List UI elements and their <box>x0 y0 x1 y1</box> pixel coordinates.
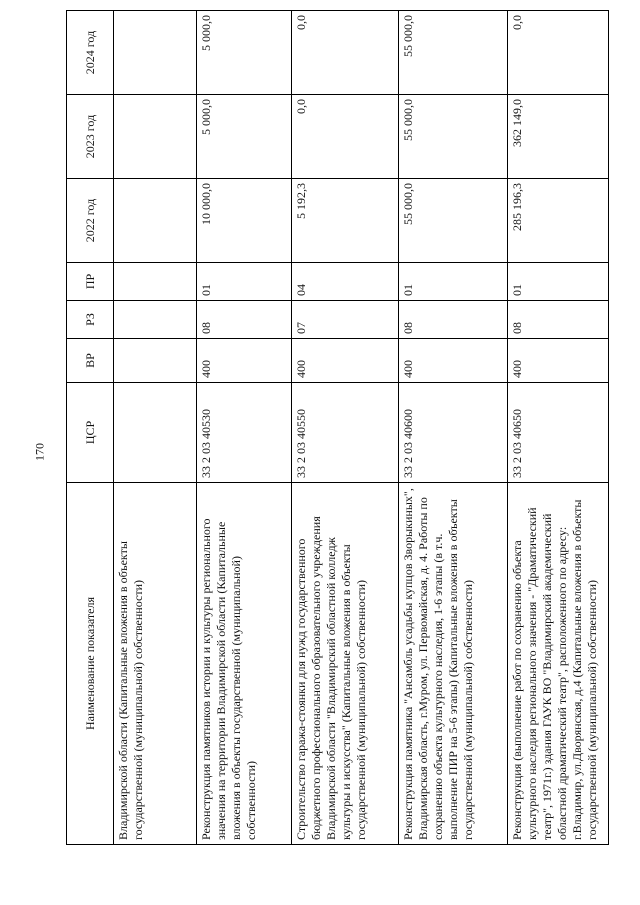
row-name: Реконструкция памятников истории и культуры регионального значения на территории Владимирской области (Капитальные вложения в объекты государственной (муниципальной) собственности) <box>197 483 292 845</box>
row-name: Реконструкция памятника "Ансамбль усадьбы купцов Зворыкиных", Владимирская область, г.Муром, ул. Первомайская, д. 4. Работы по сохранению объекта культурного наследия, 1-6 этапы (в т.ч. выполнение ПИР на 5-6 этапы) (Капитальные вложения в объекты государственной (муниципальной) собственности) <box>399 483 508 845</box>
row-name: Строительство гаража-стоянки для нужд государственного бюджетного профессионального образовательного учреждения Владимирской области "Владимирский областной колледж культуры и искусства" (Капитальные вложения в объекты государственной (муниципальной) собственности) <box>292 483 399 845</box>
row-name: Владимирской области (Капитальные вложения в объекты государственной (муниципальной) собственности) <box>114 483 197 845</box>
row-2023: 0,0 <box>292 95 399 179</box>
row-csr: 33 2 03 40650 <box>508 383 609 483</box>
row-csr: 33 2 03 40530 <box>197 383 292 483</box>
row-vr: 400 <box>399 339 508 383</box>
row-vr: 400 <box>508 339 609 383</box>
page-number: 170 <box>32 443 47 461</box>
row-csr: 33 2 03 40600 <box>399 383 508 483</box>
header-name: Наименование показателя <box>67 483 114 845</box>
row-2023 <box>114 95 197 179</box>
row-rz: 08 <box>508 301 609 339</box>
header-rz: РЗ <box>67 301 114 339</box>
row-rz <box>114 301 197 339</box>
table-row <box>399 11 508 845</box>
row-2022: 5 192,3 <box>292 179 399 263</box>
row-2022: 55 000,0 <box>399 179 508 263</box>
table-row <box>197 11 292 845</box>
row-2023: 5 000,0 <box>197 95 292 179</box>
row-2024: 5 000,0 <box>197 11 292 95</box>
header-2022: 2022 год <box>67 179 114 263</box>
row-2022: 10 000,0 <box>197 179 292 263</box>
row-pr: 04 <box>292 263 399 301</box>
row-2023: 362 149,0 <box>508 95 609 179</box>
row-pr: 01 <box>508 263 609 301</box>
row-name: Реконструкция (выполнение работ по сохранению объекта культурного наследия регионального значения - "Драматический театр", 1971г.) здания ГАУК ВО "Владимирский академический областной драматический театр", расположенного по адресу: г.Владимир, ул.Дворянская, д.4 (Капитальные вложения в объекты государственной (муниципальной) собственности) <box>508 483 609 845</box>
header-row <box>67 11 114 845</box>
header-pr: ПР <box>67 263 114 301</box>
table-row <box>114 11 197 845</box>
row-vr: 400 <box>197 339 292 383</box>
row-pr: 01 <box>197 263 292 301</box>
header-csr: ЦСР <box>67 383 114 483</box>
row-csr: 33 2 03 40550 <box>292 383 399 483</box>
header-2023: 2023 год <box>67 95 114 179</box>
header-vr: ВР <box>67 339 114 383</box>
row-2024: 0,0 <box>292 11 399 95</box>
row-2022 <box>114 179 197 263</box>
budget-table <box>66 10 609 845</box>
row-vr: 400 <box>292 339 399 383</box>
rotated-table-container <box>66 15 606 845</box>
table-row <box>292 11 399 845</box>
table-row <box>508 11 609 845</box>
row-2022: 285 196,3 <box>508 179 609 263</box>
row-2023: 55 000,0 <box>399 95 508 179</box>
row-2024: 55 000,0 <box>399 11 508 95</box>
header-2024: 2024 год <box>67 11 114 95</box>
row-pr <box>114 263 197 301</box>
row-2024: 0,0 <box>508 11 609 95</box>
row-2024 <box>114 11 197 95</box>
row-pr: 01 <box>399 263 508 301</box>
row-rz: 07 <box>292 301 399 339</box>
row-vr <box>114 339 197 383</box>
row-rz: 08 <box>197 301 292 339</box>
row-csr <box>114 383 197 483</box>
row-rz: 08 <box>399 301 508 339</box>
